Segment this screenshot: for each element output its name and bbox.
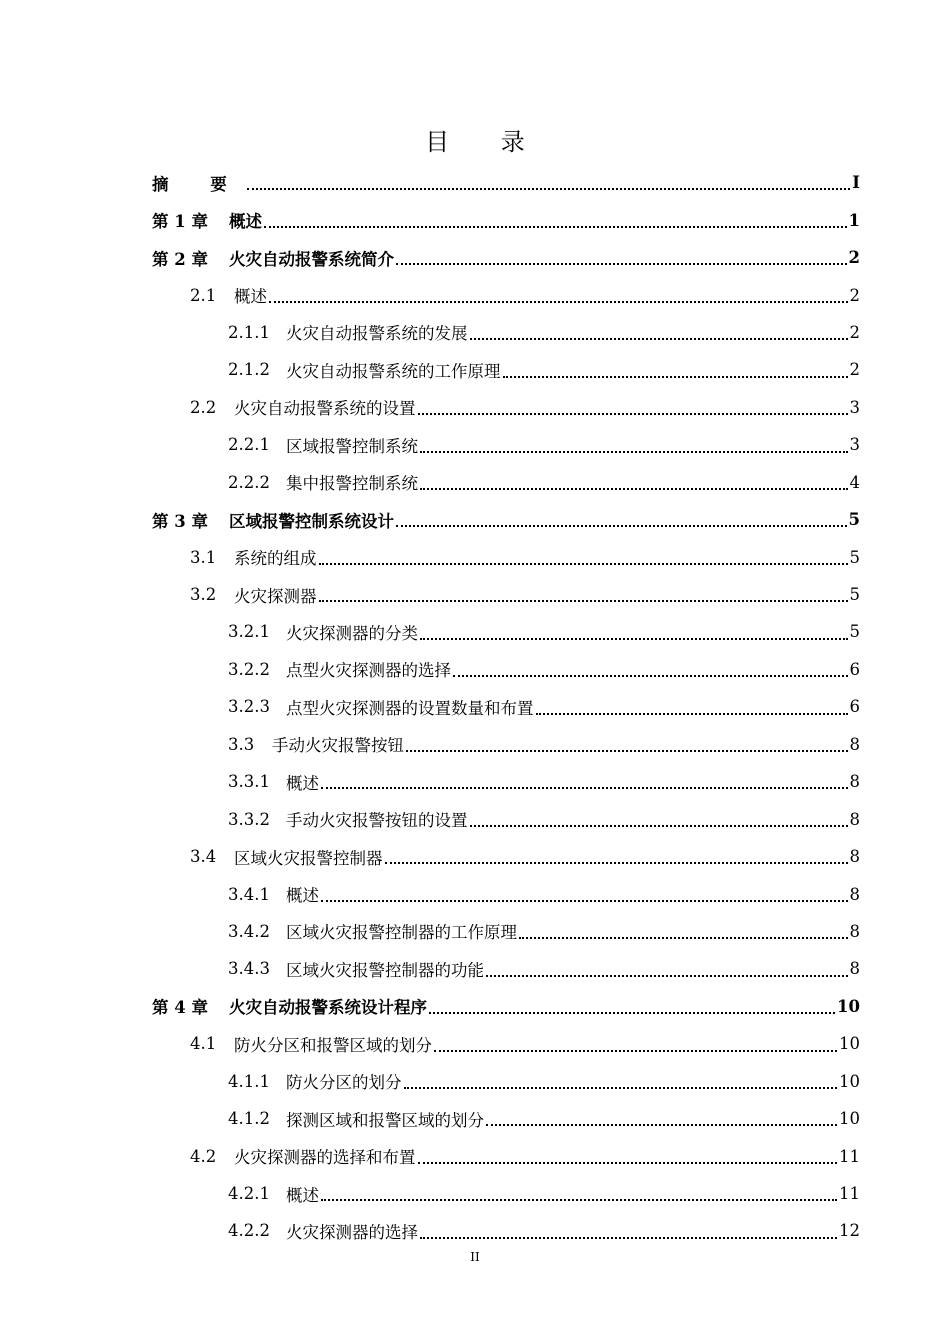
dot-leader [470, 824, 848, 827]
toc-entry[interactable] [152, 164, 860, 201]
dot-leader [486, 974, 848, 977]
toc-entry-page: 3 [849, 397, 860, 417]
toc-entry-page: 3 [849, 435, 860, 455]
toc-entry[interactable] [152, 688, 860, 725]
toc-entry[interactable] [152, 1212, 860, 1249]
toc-entry[interactable] [152, 239, 860, 276]
toc-entry[interactable] [152, 201, 860, 238]
toc-entry-number: 2.2.1 [228, 435, 270, 455]
dot-leader [429, 1011, 835, 1014]
toc-entry-page: 8 [849, 809, 860, 829]
toc-entry-page: 10 [839, 1109, 860, 1129]
toc-entry-number: 2.2 [190, 397, 217, 417]
toc-entry-page: 10 [839, 1071, 860, 1091]
toc-entry-number: 3.2.1 [228, 622, 270, 642]
toc-entry-page: 10 [839, 1034, 860, 1054]
dot-leader [406, 749, 848, 752]
toc-entry-number: 2.1 [190, 285, 217, 305]
toc-entry-title: 概述 [286, 1185, 319, 1205]
toc-entry-title: 集中报警控制系统 [286, 474, 418, 494]
toc-entry-number: 3.2.3 [228, 697, 270, 717]
toc-entry-number: 3.3.2 [228, 809, 270, 829]
dot-leader [319, 562, 848, 565]
dot-leader [321, 786, 848, 789]
toc-entry-page: 8 [849, 884, 860, 904]
toc-entry-number: 4.1.2 [228, 1109, 270, 1129]
toc-entry[interactable] [152, 538, 860, 575]
toc-entry-number: 第 4 章 [152, 998, 208, 1018]
toc-entry[interactable] [152, 576, 860, 613]
dot-leader [321, 1198, 837, 1201]
toc-entry[interactable] [152, 1175, 860, 1212]
toc-entry-number: 3.3.1 [228, 772, 270, 792]
toc-entry-number: 3.4.1 [228, 884, 270, 904]
dot-leader [404, 1086, 838, 1089]
toc-entry-title: 区域报警控制系统 [286, 436, 418, 456]
toc-entry[interactable] [152, 875, 860, 912]
dot-leader [396, 262, 847, 265]
dot-leader [503, 375, 848, 378]
toc-entry-title: 火灾自动报警系统的工作原理 [286, 361, 501, 381]
toc-entry-page: 5 [849, 622, 860, 642]
toc-entry[interactable] [152, 763, 860, 800]
toc-entry-page: 2 [849, 322, 860, 342]
dot-leader [519, 936, 848, 939]
toc-entry-page: 6 [849, 697, 860, 717]
toc-entry[interactable] [152, 950, 860, 987]
toc-entry-number: 3.4.2 [228, 921, 270, 941]
toc-entry-title: 探测区域和报警区域的划分 [286, 1110, 484, 1130]
toc-entry-title: 区域报警控制系统设计 [229, 511, 394, 531]
toc-entry-title: 点型火灾探测器的设置数量和布置 [286, 698, 534, 718]
toc-entry-title: 概述 [286, 886, 319, 906]
toc-entry-title: 区域火灾报警控制器的功能 [286, 960, 484, 980]
toc-entry-title: 区域火灾报警控制器 [234, 848, 383, 868]
toc-entry-title: 火灾自动报警系统设计程序 [229, 998, 427, 1018]
dot-leader [264, 225, 847, 228]
toc-entry-number: 4.1 [190, 1034, 217, 1054]
toc-entry-page: 2 [849, 360, 860, 380]
toc-entry-number: 3.2 [190, 585, 217, 605]
dot-leader [420, 637, 848, 640]
toc-entry-title: 火灾自动报警系统的设置 [234, 399, 416, 419]
toc-entry-number: 3.1 [190, 547, 217, 567]
toc-entry[interactable] [152, 1137, 860, 1174]
toc-entry-page: 1 [848, 210, 860, 230]
toc-entry-title: 概述 [234, 287, 267, 307]
toc-entry-title: 概述 [229, 212, 262, 232]
dot-leader [418, 412, 848, 415]
table-of-contents [152, 164, 860, 1250]
toc-entry-page: 2 [848, 248, 860, 268]
dot-leader [385, 861, 848, 864]
dot-leader [418, 1161, 838, 1164]
dot-leader [536, 712, 848, 715]
toc-entry-page: 8 [849, 847, 860, 867]
toc-entry-number: 3.4 [190, 847, 217, 867]
toc-entry-page: 8 [849, 921, 860, 941]
toc-entry-title: 点型火灾探测器的选择 [286, 661, 451, 681]
dot-leader [269, 300, 848, 303]
toc-entry-page: 2 [849, 285, 860, 305]
page-title: 目 录 [425, 128, 547, 156]
toc-entry-page: 8 [849, 734, 860, 754]
toc-entry[interactable] [152, 726, 860, 763]
toc-entry-page: 4 [849, 472, 860, 492]
toc-entry-title: 防火分区和报警区域的划分 [234, 1035, 432, 1055]
dot-leader [321, 899, 848, 902]
toc-entry-page: 10 [837, 996, 860, 1016]
toc-entry-title: 概述 [286, 773, 319, 793]
toc-entry-page: 11 [839, 1184, 860, 1204]
dot-leader [319, 599, 848, 602]
toc-entry-number: 4.1.1 [228, 1071, 270, 1091]
toc-entry-number: 4.2 [190, 1146, 217, 1166]
dot-leader [420, 487, 848, 490]
toc-entry-page: 5 [849, 547, 860, 567]
page-number-footer: II [470, 1250, 480, 1264]
dot-leader [486, 1123, 837, 1126]
toc-entry[interactable] [152, 651, 860, 688]
dot-leader [434, 1049, 837, 1052]
toc-entry-title: 火灾自动报警系统简介 [229, 249, 394, 269]
dot-leader [453, 674, 848, 677]
toc-entry[interactable] [152, 314, 860, 351]
toc-entry[interactable] [152, 988, 860, 1025]
toc-entry[interactable] [152, 838, 860, 875]
toc-entry-number: 2.1.1 [228, 322, 270, 342]
toc-entry-title: 火灾探测器的选择和布置 [234, 1148, 416, 1168]
toc-entry-number: 2.2.2 [228, 472, 270, 492]
toc-entry-title: 手动火灾报警按钮 [272, 736, 404, 756]
toc-entry-title: 系统的组成 [234, 549, 317, 569]
toc-entry-number: 2.1.2 [228, 360, 270, 380]
toc-entry-title: 火灾探测器 [234, 586, 317, 606]
toc-entry[interactable] [152, 800, 860, 837]
toc-entry-title: 防火分区的划分 [286, 1073, 402, 1093]
toc-entry-page: I [852, 173, 860, 193]
toc-entry[interactable] [152, 351, 860, 388]
toc-entry-number: 3.2.2 [228, 659, 270, 679]
toc-entry-number: 3.3 [228, 734, 255, 754]
toc-entry-page: 8 [849, 959, 860, 979]
toc-entry[interactable] [152, 426, 860, 463]
toc-entry-number: 摘 要 [152, 174, 245, 194]
toc-entry[interactable] [152, 276, 860, 313]
toc-entry-page: 6 [849, 659, 860, 679]
toc-entry[interactable] [152, 501, 860, 538]
dot-leader [247, 187, 851, 190]
dot-leader [470, 337, 848, 340]
toc-entry-number: 4.2.2 [228, 1221, 270, 1241]
toc-entry-title: 手动火灾报警按钮的设置 [286, 811, 468, 831]
toc-entry[interactable] [152, 1100, 860, 1137]
dot-leader [420, 1236, 837, 1239]
toc-entry[interactable] [152, 1063, 860, 1100]
dot-leader [396, 524, 847, 527]
toc-entry-page: 11 [839, 1146, 860, 1166]
toc-entry-number: 3.4.3 [228, 959, 270, 979]
dot-leader [420, 450, 848, 453]
toc-entry-title: 区域火灾报警控制器的工作原理 [286, 923, 517, 943]
toc-entry-number: 4.2.1 [228, 1184, 270, 1204]
toc-entry-title: 火灾探测器的选择 [286, 1222, 418, 1242]
toc-entry-page: 5 [848, 510, 860, 530]
toc-entry-number: 第 2 章 [152, 249, 208, 269]
toc-entry[interactable] [152, 613, 860, 650]
toc-entry-number: 第 3 章 [152, 511, 208, 531]
toc-entry[interactable] [152, 913, 860, 950]
toc-entry[interactable] [152, 464, 860, 501]
toc-entry[interactable] [152, 1025, 860, 1062]
toc-entry-title: 火灾探测器的分类 [286, 623, 418, 643]
toc-entry-page: 8 [849, 772, 860, 792]
toc-entry[interactable] [152, 389, 860, 426]
toc-entry-number: 第 1 章 [152, 212, 208, 232]
toc-entry-title: 火灾自动报警系统的发展 [286, 324, 468, 344]
toc-entry-page: 5 [849, 585, 860, 605]
toc-entry-page: 12 [839, 1221, 860, 1241]
